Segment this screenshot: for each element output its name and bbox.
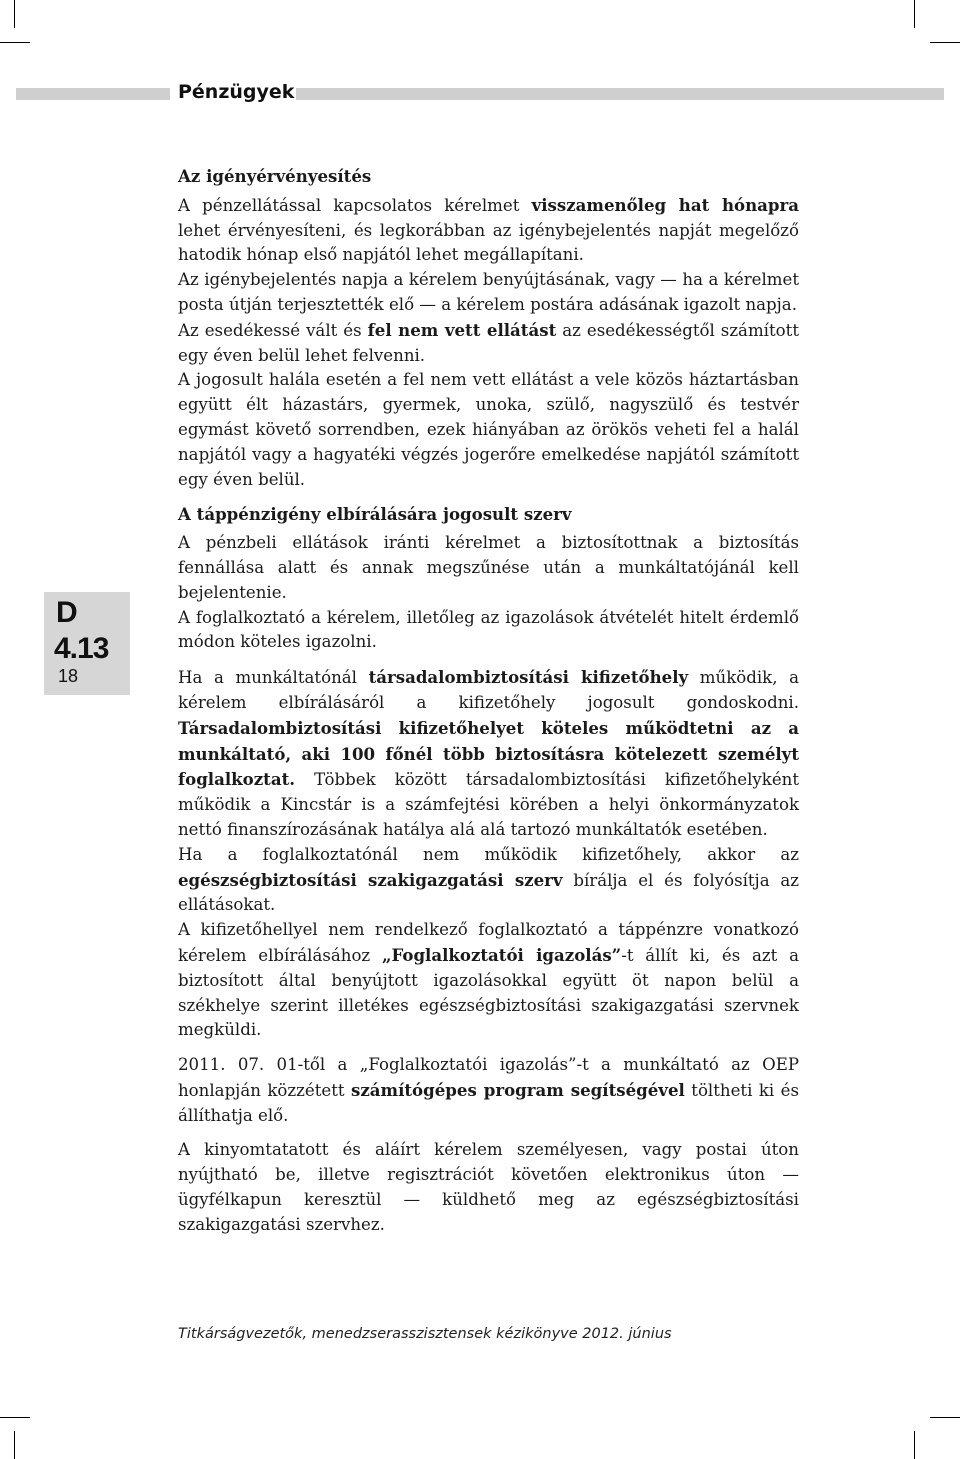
paragraph bbox=[178, 531, 799, 605]
paragraph bbox=[178, 606, 799, 656]
paragraph bbox=[178, 918, 799, 1043]
crop-mark bbox=[0, 1417, 30, 1418]
footer-text: Titkárságvezetők, menedzserasszisztensek kézikönyve 2012. június bbox=[178, 1326, 672, 1342]
paragraph bbox=[178, 193, 799, 268]
emphasis-text: fel nem vett ellátást bbox=[367, 319, 557, 340]
body-text: Többek között társadalombiztosítási kifizetőhelyként működik a Kincstár is a számfejtési körében a helyi önkormányzatok nettó finanszírozásának hatálya alá alá tartozó munkáltatók esetében. bbox=[178, 770, 799, 839]
body-text: A pénzellátással kapcsolatos kérelmet bbox=[178, 195, 532, 215]
section-letter: D bbox=[56, 596, 78, 629]
section-tab bbox=[44, 592, 130, 695]
body-text: A kifizetőhellyel nem rendelkező foglalkoztató a táppénzre vonatkozó kérelem elbírálásához bbox=[178, 920, 799, 965]
emphasis-text: visszamenőleg hat hónapra bbox=[531, 194, 799, 215]
paragraph bbox=[178, 843, 799, 918]
paragraph bbox=[178, 318, 799, 369]
section-heading: Az igényérvényesítés bbox=[178, 166, 372, 186]
body-text: működik, a kérelem elbírálásáról a kifizetőhely jogosult gondoskodni. bbox=[178, 668, 800, 712]
header-rule-right bbox=[296, 88, 944, 100]
body-text: -t állít ki, és azt a biztosított által benyújtott igazolásokkal együtt öt napon belül a székhelye szerint illetékes egészségbiztosítási szakigazgatási szervnek megküldi. bbox=[178, 945, 799, 1040]
running-header: Pénzügyek bbox=[178, 81, 295, 103]
paragraph bbox=[178, 1138, 799, 1237]
paragraph bbox=[178, 368, 799, 492]
paragraph bbox=[178, 1053, 799, 1128]
section-heading: A táppénzigény elbírálására jogosult szerv bbox=[178, 504, 572, 525]
header-rule-left bbox=[16, 88, 170, 100]
body-text: A kinyomtatatott és aláírt kérelem személyesen, vagy postai úton nyújtható be, illetve regisztrációt követően elektronikus úton — ügyfélkapun keresztül — küldhető meg az egészségbiztosítási szakigazgatási szervhez. bbox=[178, 1140, 799, 1234]
main-content bbox=[178, 164, 799, 1238]
emphasis-text: számítógépes program segítségével bbox=[351, 1079, 685, 1100]
emphasis-text: egészségbiztosítási szakigazgatási szerv bbox=[178, 869, 563, 890]
crop-mark bbox=[0, 42, 30, 43]
crop-mark bbox=[914, 0, 915, 28]
paragraph bbox=[178, 665, 799, 843]
body-text: 2011. 07. 01-től a „Foglalkoztatói igazolás”-t a munkáltató az OEP honlapján közzétett bbox=[178, 1055, 799, 1100]
body-text: Az igénybejelentés napja a kérelem benyújtásának, vagy — ha a kérelmet posta útján terjesztették elő — a kérelem postára adásának igazolt napja. bbox=[178, 270, 799, 314]
body-text: lehet érvényesíteni, és legkorábban az igénybejelentés napját megelőző hatodik hónap első napjától lehet megállapítani. bbox=[178, 220, 799, 265]
body-text: Ha a munkáltatónál bbox=[178, 668, 369, 688]
section-number: 18 bbox=[58, 666, 79, 686]
body-text: bírálja el és folyósítja az ellátásokat. bbox=[178, 870, 800, 915]
body-text: töltheti ki és állíthatja elő. bbox=[178, 1080, 800, 1125]
crop-mark bbox=[14, 1431, 15, 1459]
emphasis-text: Társadalombiztosítási kifizetőhelyet köteles működtetni az a munkáltató, aki 100 főnél több biztosításra kötelezett személyt foglalkoztat. bbox=[178, 717, 799, 790]
paragraph bbox=[178, 268, 799, 318]
crop-mark bbox=[914, 1431, 915, 1459]
crop-mark bbox=[14, 0, 15, 28]
section-code: 4.13 bbox=[54, 632, 109, 665]
crop-mark bbox=[930, 42, 960, 43]
emphasis-text: társadalombiztosítási kifizetőhely bbox=[368, 667, 689, 688]
body-text: A foglalkoztató a kérelem, illetőleg az igazolások átvételét hitelt érdemlő módon köteles igazolni. bbox=[178, 607, 799, 652]
body-text: Az esedékessé vált és bbox=[178, 320, 368, 340]
body-text: Ha a foglalkoztatónál nem működik kifizetőhely, akkor az bbox=[178, 844, 799, 864]
body-text: A jogosult halála esetén a fel nem vett ellátást a vele közös háztartásban együtt élt házastárs, gyermek, unoka, szülő, nagyszülő és testvér egymást követő sorrendben, ezek hiányában az örökös veheti fel a halál napjától vagy a hagyatéki végzés jogerőre emelkedése napjától számított egy éven belül. bbox=[178, 370, 799, 489]
emphasis-text: „Foglalkoztatói igazolás” bbox=[381, 944, 622, 965]
body-text: az esedékességtől számított egy éven belül lehet felvenni. bbox=[178, 320, 799, 365]
body-text: A pénzbeli ellátások iránti kérelmet a biztosítottnak a biztosítás fennállása alatt és annak megszűnése után a munkáltatójánál kell bejelentenie. bbox=[178, 533, 799, 602]
crop-mark bbox=[930, 1417, 960, 1418]
